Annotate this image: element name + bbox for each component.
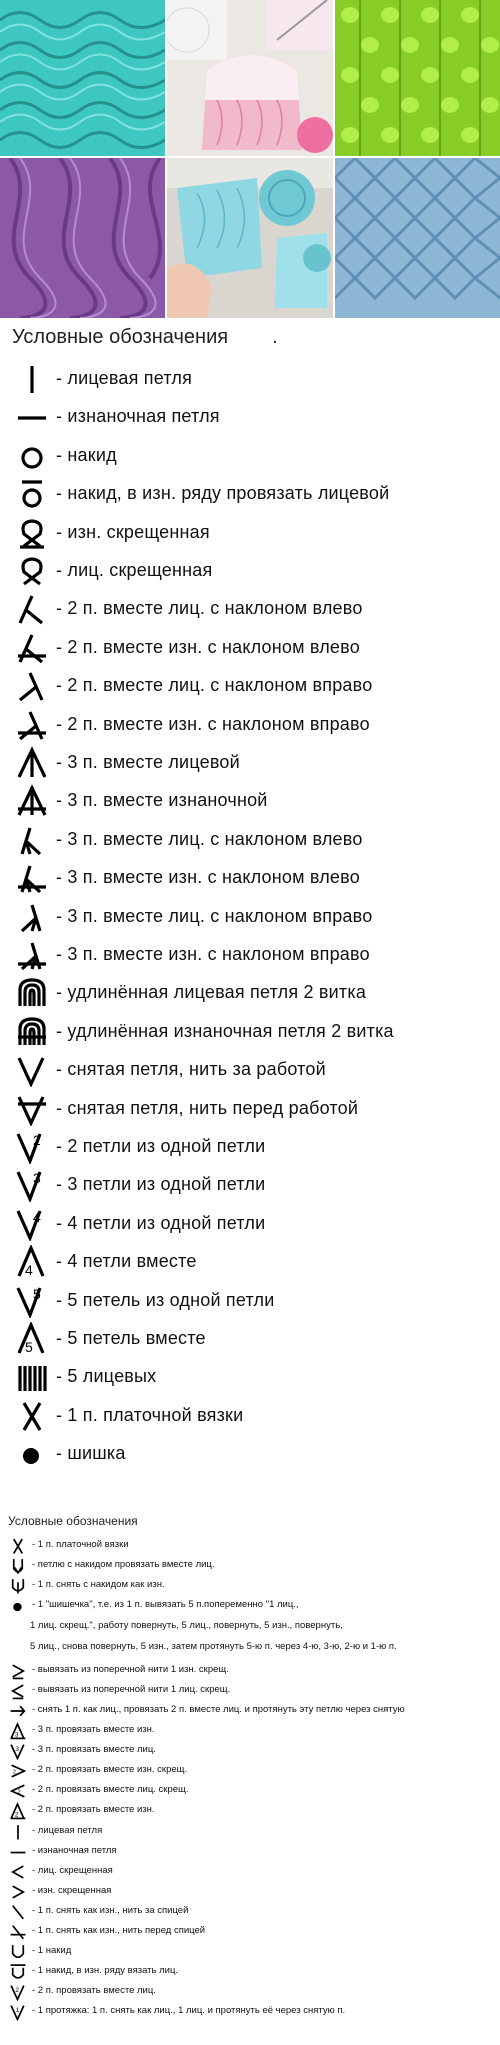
legend-row-label: - 5 петель из одной петли xyxy=(56,1289,275,1310)
v-5-icon xyxy=(14,1284,50,1318)
legend-2-row-label: - 1 накид, в изн. ряду вязать лиц. xyxy=(32,1965,179,1976)
legend-row xyxy=(0,1282,500,1320)
legend-2-row xyxy=(0,1596,500,1615)
v-1-small-icon xyxy=(8,2003,28,2021)
v-slip-icon xyxy=(14,1053,50,1087)
chevron-left-icon xyxy=(8,1682,28,1700)
legend-row xyxy=(0,782,500,820)
svg-text:3: 3 xyxy=(15,1746,19,1753)
legend-row xyxy=(0,475,500,513)
legend-row-label: - удлинённая лицевая петля 2 витка xyxy=(56,982,367,1003)
legend-2-row-label: - лиц. скрещенная xyxy=(32,1865,113,1876)
legend-2-row xyxy=(0,2002,500,2021)
legend-row xyxy=(0,629,500,667)
svg-text:4: 4 xyxy=(33,1208,41,1225)
horizontal-line-icon xyxy=(8,1843,28,1861)
double-wrap-bar-icon xyxy=(14,1015,50,1049)
legend-2-row xyxy=(0,1801,500,1820)
lambda-right-bar-icon xyxy=(14,708,50,742)
legend-row xyxy=(0,1243,500,1281)
green-popcorn-knit-photo xyxy=(335,0,500,156)
legend-2-row xyxy=(0,1701,500,1720)
legend-row xyxy=(0,821,500,859)
legend-2-row-label: - 3 п. провязать вместе изн. xyxy=(32,1724,155,1735)
v-3-small-icon xyxy=(8,1742,28,1760)
legend-row-label: - 5 лицевых xyxy=(56,1366,157,1387)
legend-row-label: - 3 п. вместе лицевой xyxy=(56,752,240,772)
legend-row xyxy=(0,706,500,744)
legend-row xyxy=(0,437,500,475)
legend-row-label: - 4 петли вместе xyxy=(56,1251,197,1272)
legend-row-label: - 3 п. вместе лиц. с наклоном вправо xyxy=(56,905,373,926)
a-2-bar-icon xyxy=(8,1802,28,1820)
legend-row-label: - 2 п. вместе лиц. с наклоном влево xyxy=(56,598,363,619)
legend-row-label: - 2 петли из одной петли xyxy=(56,1136,266,1156)
legend-row-label: - 3 п. вместе изн. с наклоном влево xyxy=(56,867,360,888)
legend-row-label: - 3 п. вместе изнаночной xyxy=(56,790,268,811)
gt-icon xyxy=(8,1883,28,1901)
legend-row-label: - снятая петля, нить за работой xyxy=(56,1059,326,1080)
double-wrap-icon xyxy=(14,976,50,1010)
legend-row xyxy=(0,1435,500,1473)
photo-collage xyxy=(0,0,500,318)
legend-row xyxy=(0,398,500,436)
legend-row-label: - изнаночная петля xyxy=(56,406,220,427)
legend-row-label: - лицевая петля xyxy=(56,368,193,388)
legend-2-row xyxy=(0,1556,500,1575)
a-5-icon xyxy=(14,1322,50,1356)
v-slip-bar-icon xyxy=(14,1092,50,1126)
v-3-icon xyxy=(14,1168,50,1202)
legend-2-row-label: - вывязать из поперечной нити 1 изн. скрещ. xyxy=(32,1664,229,1675)
teal-cable-knit-photo xyxy=(0,0,165,156)
arrow-3-right-bar-icon xyxy=(14,938,50,972)
legend-2-title: Условные обозначения xyxy=(8,1514,138,1528)
svg-text:5: 5 xyxy=(33,1285,41,1302)
legend-2-row xyxy=(0,1922,500,1941)
legend-2-row xyxy=(0,1681,500,1700)
pink-white-knitting-photo xyxy=(167,0,333,156)
legend-row-label: - изн. скрещенная xyxy=(56,521,210,542)
u-slip-icon xyxy=(8,1577,28,1595)
legend-2-row xyxy=(0,1781,500,1800)
legend-row xyxy=(0,744,500,782)
legend-2-row xyxy=(0,1761,500,1780)
legend-title-text: Условные обозначения xyxy=(12,326,229,348)
legend-2-row xyxy=(0,1882,500,1901)
legend-row xyxy=(0,514,500,552)
horizontal-line-icon xyxy=(14,400,50,434)
legend-2-row xyxy=(0,1862,500,1881)
legend-2-row xyxy=(0,1982,500,2001)
v-2-icon xyxy=(14,1130,50,1164)
svg-text:3: 3 xyxy=(14,1731,19,1739)
filled-dot-icon xyxy=(8,1597,28,1615)
svg-text:2: 2 xyxy=(17,1789,21,1796)
svg-text:5: 5 xyxy=(25,1339,33,1355)
purple-cable-knit-photo xyxy=(0,158,165,318)
legend-2-row-label: - 1 п. снять как изн., нить за спицей xyxy=(32,1905,189,1916)
legend-row-label: - 3 петли из одной петли xyxy=(56,1174,266,1195)
legend-row xyxy=(0,974,500,1012)
legend-row xyxy=(0,1013,500,1051)
legend-2-row xyxy=(0,1842,500,1861)
legend-row-label: - 3 п. вместе лиц. с наклоном влево xyxy=(56,828,363,849)
legend-2-row-label: - изнаночная петля xyxy=(32,1845,117,1856)
arrow-right-long-icon xyxy=(8,1702,28,1720)
legend-2-row-label: - вывязать из поперечной нити 1 лиц. скрещ. xyxy=(32,1684,231,1695)
legend-row-label: - накид, в изн. ряду провязать лицевой xyxy=(56,483,390,504)
svg-text:2: 2 xyxy=(15,1987,19,1994)
v-2-small-icon xyxy=(8,1983,28,2001)
arrow-3-left-bar-icon xyxy=(14,861,50,895)
legend-2-row-label: - 3 п. провязать вместе лиц. xyxy=(32,1744,156,1755)
legend-row-label: - 3 п. вместе изн. с наклоном вправо xyxy=(56,944,370,964)
legend-2-row xyxy=(0,1721,500,1740)
legend-2-row xyxy=(0,1741,500,1760)
legend-2-row xyxy=(0,1536,500,1555)
legend-2-continuation xyxy=(0,1617,500,1636)
legend-2-row-label: - 1 п. платочной вязки xyxy=(32,1539,129,1550)
legend-row-label: - 2 п. вместе изн. с наклоном влево xyxy=(56,636,360,657)
legend-2-row-label: - лицевая петля xyxy=(32,1825,103,1836)
legend-row xyxy=(0,1358,500,1396)
legend-row-label: - 2 п. вместе лиц. с наклоном вправо xyxy=(56,675,373,696)
filled-dot-icon xyxy=(14,1437,50,1471)
chevron-2-right-icon xyxy=(8,1762,28,1780)
legend-row xyxy=(0,552,500,590)
legend-2-row-label: 1 лиц. скрещ.", работу повернуть, 5 лиц., повернуть, 5 изн., повернуть, xyxy=(30,1620,343,1631)
legend-2-row-label: - 2 п. провязать вместе изн. xyxy=(32,1804,155,1815)
legend-2-row xyxy=(0,1942,500,1961)
legend-2-row-label: 5 лиц., снова повернуть, 5 изн., затем протянуть 5-ю п. через 4-ю, 3-ю, 2-ю и 1-ю п. xyxy=(30,1641,397,1652)
circle-overline-icon xyxy=(14,477,50,511)
legend-2-row xyxy=(0,1822,500,1841)
legend-2-row xyxy=(0,1902,500,1921)
legend-2-row-label: - петлю с накидом провязать вместе лиц. xyxy=(32,1559,215,1570)
legend-row-label: - снятая петля, нить перед работой xyxy=(56,1097,359,1118)
legend-row xyxy=(0,1205,500,1243)
svg-text:3: 3 xyxy=(33,1170,41,1187)
crossed-loop-underline-icon xyxy=(14,516,50,550)
legend-2-row-label: - 2 п. провязать вместе изн. скрещ. xyxy=(32,1764,188,1775)
legend-row xyxy=(0,1320,500,1358)
legend-2-row-label: - снять 1 п. как лиц., провязать 2 п. вместе лиц. и протянуть эту петлю через снятую xyxy=(32,1704,405,1715)
lambda-right-icon xyxy=(14,669,50,703)
legend-row-label: - 4 петли из одной петли xyxy=(56,1212,266,1233)
arrow-3-icon xyxy=(14,746,50,780)
svg-text:1: 1 xyxy=(15,2007,20,2014)
arrow-3-bar-icon xyxy=(14,784,50,818)
legend-title xyxy=(12,326,278,349)
yo-down-icon xyxy=(8,1557,28,1575)
legend-2-row-label: - 1 накид xyxy=(32,1945,72,1956)
u-icon xyxy=(8,1943,28,1961)
legend-row xyxy=(0,667,500,705)
legend-title-dot: . xyxy=(272,326,278,348)
legend-row-label: - 5 петель вместе xyxy=(56,1328,206,1348)
svg-text:2: 2 xyxy=(14,1811,19,1819)
arrow-3-right-icon xyxy=(14,900,50,934)
a-4-icon xyxy=(14,1245,50,1279)
blue-yarn-knitting-photo xyxy=(167,158,333,318)
legend-2-row xyxy=(0,1962,500,1981)
svg-text:2: 2 xyxy=(33,1132,41,1148)
legend-row xyxy=(0,1397,500,1435)
legend-2-row xyxy=(0,1576,500,1595)
cross-stitch-icon xyxy=(14,1399,50,1433)
legend-row xyxy=(0,1166,500,1204)
legend-row-label: - 2 п. вместе изн. с наклоном вправо xyxy=(56,713,370,734)
five-bars-icon xyxy=(14,1360,50,1394)
legend-2-row-label: - 2 п. провязать вместе лиц. xyxy=(32,1985,156,1996)
legend-row xyxy=(0,1051,500,1089)
legend-2-row-label: - 1 "шишечка", т.е. из 1 п. вывязать 5 п.попеременно "1 лиц., xyxy=(32,1599,299,1610)
legend-row-label: - 1 п. платочной вязки xyxy=(56,1404,244,1425)
backslash-icon xyxy=(8,1903,28,1921)
arrow-3-left-icon xyxy=(14,823,50,857)
backslash-bar-icon xyxy=(8,1923,28,1941)
vertical-line-icon xyxy=(8,1823,28,1841)
vertical-line-icon xyxy=(14,362,50,396)
circle-icon xyxy=(14,439,50,473)
a-3-bar-icon xyxy=(8,1722,28,1740)
legend-2-row-label: - 1 протяжка: 1 п. снять как лиц., 1 лиц. и протянуть её через снятую п. xyxy=(32,2005,346,2016)
cross-stitch-icon xyxy=(8,1537,28,1555)
legend-row-label: - шишка xyxy=(56,1443,126,1464)
legend-row-label: - удлинённая изнаночная петля 2 витка xyxy=(56,1020,394,1041)
v-4-icon xyxy=(14,1207,50,1241)
legend-2-row-label: - изн. скрещенная xyxy=(32,1885,112,1896)
legend-row xyxy=(0,590,500,628)
chevron-right-icon xyxy=(8,1662,28,1680)
svg-text:4: 4 xyxy=(25,1262,33,1279)
legend-2-row-label: - 1 п. снять с накидом как изн. xyxy=(32,1579,165,1590)
legend-2-row xyxy=(0,1661,500,1680)
lt-icon xyxy=(8,1863,28,1881)
legend-2-row-label: - 1 п. снять как изн., нить перед спицей xyxy=(32,1925,206,1936)
legend-2-row-label: - 2 п. провязать вместе лиц. скрещ. xyxy=(32,1784,189,1795)
legend-row xyxy=(0,360,500,398)
chevron-2-left-icon xyxy=(8,1782,28,1800)
legend-row xyxy=(0,1128,500,1166)
lambda-left-bar-icon xyxy=(14,631,50,665)
svg-text:2: 2 xyxy=(12,1769,16,1776)
legend-2-continuation xyxy=(0,1638,500,1657)
legend-row-label: - накид xyxy=(56,444,117,465)
legend-row xyxy=(0,859,500,897)
legend-row xyxy=(0,936,500,974)
crossed-loop-icon xyxy=(14,554,50,588)
legend-row xyxy=(0,898,500,936)
blue-honeycomb-knit-photo xyxy=(335,158,500,318)
legend-row xyxy=(0,1090,500,1128)
u-overline-icon xyxy=(8,1963,28,1981)
lambda-left-icon xyxy=(14,592,50,626)
legend-row-label: - лиц. скрещенная xyxy=(56,560,213,580)
